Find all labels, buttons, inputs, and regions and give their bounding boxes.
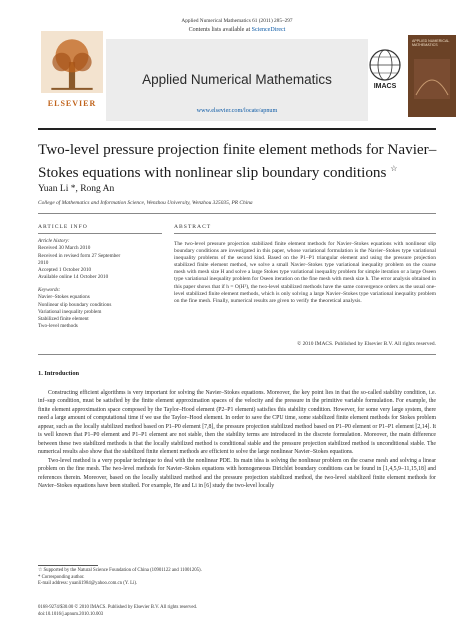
imacs-logo[interactable] — [368, 43, 402, 109]
footnote-email[interactable]: E-mail address: yuanli1984@yahoo.com.cn (Y. Li). — [38, 581, 138, 587]
article-info-rule — [38, 233, 162, 234]
abstract-copyright: © 2010 IMACS. Published by Elsevier B.V. All rights reserved. — [297, 341, 436, 347]
affiliation-divider — [38, 213, 436, 214]
elsevier-wordmark: ELSEVIER — [47, 99, 97, 108]
keyword-item: Navier–Stokes equations — [38, 294, 90, 301]
journal-url-link[interactable]: www.elsevier.com/locate/apnum — [196, 107, 278, 114]
journal-banner — [106, 39, 368, 121]
contents-available-line — [106, 27, 368, 33]
intro-paragraph: Two-level method is a very popular technique to deal with the nonlinear PDE. Its main idea is solving the nonlinear problem on the coarse mesh and solving a linear problem on the fine mesh. The two-level methods for Navier–Stokes equations with homogeneous Dirichlet boundary conditions can be found in [1,4,5,9–11,15,18] and references therein. Moreover, based on the locally stabilized method and the pressure projection stabilized method, the two-level stabilized finite element methods for Navier–Stokes equations have been studied. For example, He and Li in [6] study the two-level locally — [38, 457, 436, 489]
article-history — [38, 238, 162, 282]
masthead-divider — [38, 128, 436, 130]
elsevier-logo[interactable] — [38, 31, 106, 117]
article-info-heading: ARTICLE INFO — [38, 224, 88, 230]
keywords-label: Keywords: — [38, 287, 61, 293]
history-item: Available online 14 October 2010 — [38, 274, 109, 281]
introduction-body — [38, 389, 436, 490]
title-footnote-mark[interactable]: ☆ — [390, 164, 398, 173]
imacs-globe-icon — [368, 43, 402, 109]
issn-doi-block — [38, 605, 197, 618]
section-heading-introduction: 1. Introduction — [38, 370, 80, 377]
keyword-item: Two-level methods — [38, 323, 78, 330]
cover-pattern-icon — [408, 35, 456, 117]
keywords-block — [38, 287, 162, 331]
history-item: 2010 — [38, 259, 49, 266]
author-list: Yuan Li *, Rong An — [38, 184, 115, 194]
footnotes — [38, 568, 436, 588]
paper-title — [38, 140, 438, 182]
history-item: Received 30 March 2010 — [38, 245, 91, 252]
history-item: Accepted 1 October 2010 — [38, 267, 92, 274]
keyword-item: Variational inequality problem — [38, 308, 102, 315]
journal-title: Applied Numerical Mathematics — [142, 72, 332, 87]
abstract-rule — [174, 233, 436, 234]
abstract-text: The two-level pressure projection stabilized finite element methods for Navier–Stokes equations with nonlinear slip boundary conditions are investigated in this paper, whose variational formulation is the Navier–Stokes type variational inequality problems of the second kind. Based on the P1–P1 triangular element and using the pressure projection stabilized finite element method, we solve a small Navier–Stokes type variational inequality problem on the coarse mesh with mesh size H and solve a large Stokes type variational inequality problem for simple iteration or a large Oseen type variational inequality problem for Oseen iteration on the fine mesh with mesh size h. The error analysis obtained in this paper shows that if h = O(H²), the two-level stabilized methods have the same convergence orders as the usual one-level stabilized finite element methods, which is only solving a large Navier–Stokes type variational inequality problem on the fine mesh. Finally, numerical results are given to verify the theoretical analysis. — [174, 241, 436, 304]
issn-line: 0168-9274/$30.00 © 2010 IMACS. Published by Elsevier B.V. All rights reserved. — [38, 605, 198, 610]
contents-prefix: Contents lists available at — [188, 27, 252, 33]
journal-masthead — [38, 27, 450, 125]
journal-reference: Applied Numerical Mathematics 61 (2011) 285–297 — [181, 18, 293, 24]
footnote-corresponding: * Corresponding author. — [38, 574, 85, 580]
elsevier-tree-icon — [41, 31, 103, 93]
author-affiliation: College of Mathematics and Information Science, Wenzhou University, Wenzhou 325035, PR China — [38, 200, 253, 206]
cover-title: APPLIED NUMERICAL MATHEMATICS — [412, 39, 450, 48]
history-item: Received in revised form 27 September — [38, 252, 121, 259]
abstract-bottom-rule — [38, 354, 436, 355]
imacs-wordmark: IMACS — [373, 83, 397, 90]
paper-title-text: Two-level pressure projection finite element methods for Navier–Stokes equations with nonlinear slip boundary conditions — [38, 141, 437, 182]
footnote-rule — [38, 565, 98, 566]
abstract-heading: ABSTRACT — [174, 224, 212, 230]
doi-link[interactable]: doi:10.1016/j.apnum.2010.10.003 — [38, 611, 104, 617]
journal-cover-thumbnail[interactable] — [408, 35, 456, 117]
sciencedirect-link[interactable]: ScienceDirect — [251, 27, 286, 33]
keyword-item: Stabilized finite element — [38, 316, 89, 323]
intro-paragraph: Constructing efficient algorithms is very important for solving the Navier–Stokes equations. Moreover, the key point lies in that the so-called stability condition, i.e. inf–sup condition, must be satisfied by the finite element approximation spaces of the velocity and the pressure in the primitive variable formulation. For example, the finite element approximation space composed by the Taylor–Hood element (P2–P1 element) satisfies this stability condition. However, for some very large system, there need a large amount of computational time if we use the Taylor–Hood element. In order to save the CPU time, some stabilized finite element methods for Stokes problem appear, such as the locally stabilized method based on P1–P0 element [7,8], the pressure projection stabilized method based on P1–P0 element or P1–P1 element [2,14]. It is well known that P1–P0 element and P1–P1 element are not stable, then the stability terms are introduced in the discrete formulation. Moreover, the main difference between these two stabilized methods is that the locally stabilized method is conditional stable and the pressure projection stabilized method is unconditional stable. The numerical results also show that the stabilized finite element methods are efficient to solve the large nonlinear Navier–Stokes equations. — [38, 390, 436, 456]
keyword-item: Nonlinear slip boundary conditions — [38, 301, 112, 308]
history-label: Article history: — [38, 238, 70, 244]
footnote-funding: ☆ Supported by the Natural Science Foundation of China (10901122 and 11001205). — [38, 568, 202, 573]
